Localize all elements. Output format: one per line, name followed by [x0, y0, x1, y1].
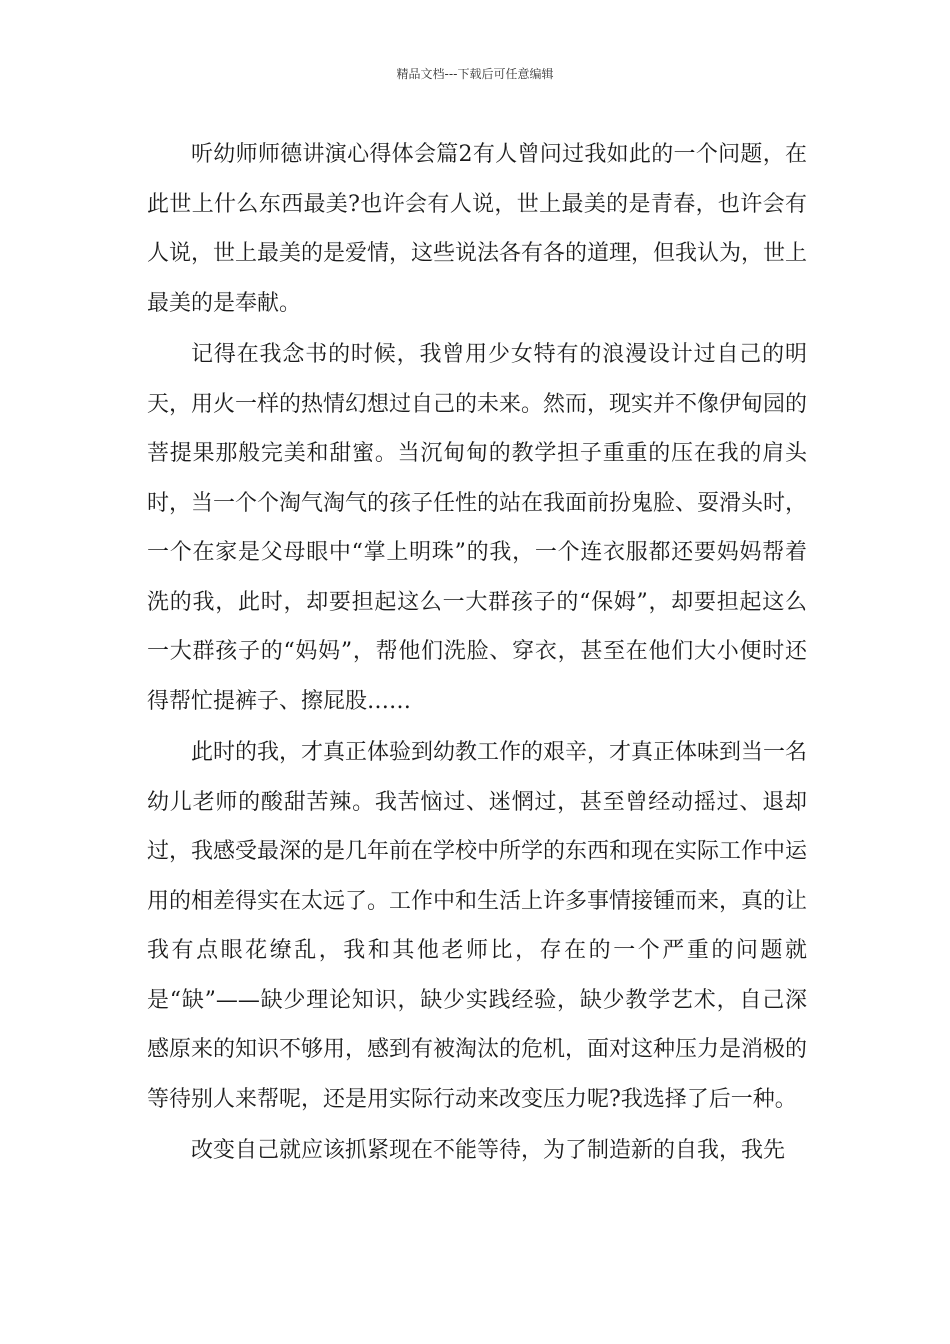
paragraph-3: 此时的我，才真正体验到幼教工作的艰辛，才真正体味到当一名幼儿老师的酸甜苦辣。我苦恼过、迷惘过，甚至曾经动摇过、退却过，我感受最深的是几年前在学校中所学的东西和现在实际工作中运用的相差得实在太远了。工作中和生活上许多事情接锺而来，真的让我有点眼花缭乱，我和其他老师比，存在的一个严重的问题就是“缺”——缺少理论知识，缺少实践经验，缺少教学艺术，自己深感原来的知识不够用，感到有被淘汰的危机，面对这种压力是消极的等待别人来帮呢，还是用实际行动来改变压力呢?我选择了后一种。 — [147, 740, 808, 1112]
document-body — [147, 130, 807, 1178]
paragraph-2: 记得在我念书的时候，我曾用少女特有的浪漫设计过自己的明天，用火一样的热情幻想过自己的未来。然而，现实并不像伊甸园的菩提果那般完美和甜蜜。当沉甸甸的教学担子重重的压在我的肩头时，当一个个淘气淘气的孩子任性的站在我面前扮鬼脸、耍滑头时，一个在家是父母眼中“掌上明珠”的我，一个连衣服都还要妈妈帮着洗的我，此时，却要担起这么一大群孩子的“保姆”，却要担起这么一大群孩子的“妈妈”，帮他们洗脸、穿衣，甚至在他们大小便时还得帮忙提裤子、擦屁股…… — [147, 342, 808, 714]
page-header: 精品文档---下载后可任意编辑 — [396, 67, 554, 81]
paragraph-1: 听幼师师德讲演心得体会篇2有人曾问过我如此的一个问题，在此世上什么东西最美?也许会有人说，世上最美的是青春，也许会有人说，世上最美的是爱情，这些说法各有各的道理，但我认为，世上最美的是奉献。 — [147, 142, 808, 316]
paragraph-4: 改变自己就应该抓紧现在不能等待，为了制造新的自我，我先 — [191, 1138, 786, 1163]
